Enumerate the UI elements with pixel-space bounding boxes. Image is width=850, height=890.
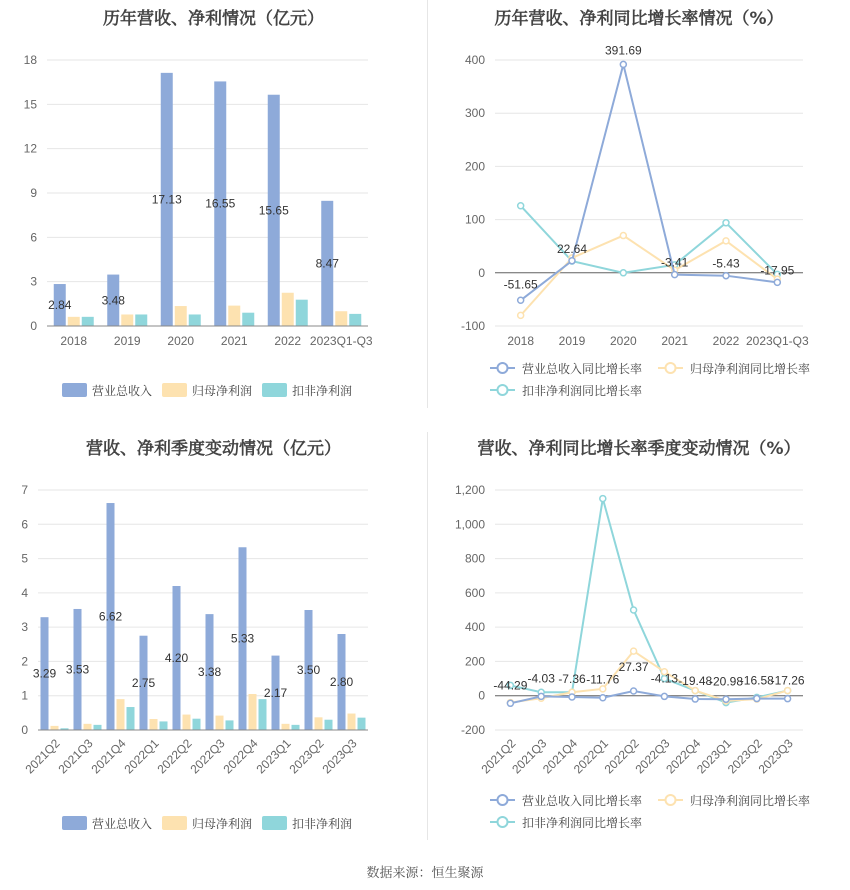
data-source: 数据来源：恒生聚源 xyxy=(366,866,484,881)
data-label: -16.58 xyxy=(739,673,774,688)
quarterly-growth-rate-chart xyxy=(428,428,850,848)
y-tick-label: -100 xyxy=(460,319,485,333)
legend-swatch xyxy=(262,383,287,397)
data-point xyxy=(569,258,575,264)
data-label: 17.13 xyxy=(151,192,182,207)
data-label: -51.65 xyxy=(503,277,538,292)
data-label: 6.62 xyxy=(98,609,123,624)
bar xyxy=(160,721,168,730)
legend-label: 扣非净利润 xyxy=(292,817,353,831)
legend-swatch xyxy=(262,816,287,830)
annual-revenue-profit-panel xyxy=(0,0,427,420)
data-point xyxy=(600,695,606,701)
y-tick-label: 200 xyxy=(464,654,485,669)
y-tick-label: 3 xyxy=(30,274,37,289)
bar xyxy=(216,716,224,730)
bar xyxy=(82,317,94,326)
data-label: 16.55 xyxy=(205,196,236,211)
data-label: -17.26 xyxy=(770,673,805,688)
bar xyxy=(226,720,234,730)
x-tick-label: 2022Q1 xyxy=(121,736,162,777)
data-point xyxy=(785,696,791,702)
annual-growth-rate-chart xyxy=(428,0,850,420)
data-point xyxy=(518,203,524,209)
y-tick-label: 600 xyxy=(464,585,485,600)
bar xyxy=(348,714,356,730)
data-label: -7.36 xyxy=(558,671,586,686)
bar xyxy=(282,293,294,326)
chart-title: 历年营收、净利同比增长率情况（%） xyxy=(494,9,784,29)
bar xyxy=(296,300,308,326)
data-label: 22.64 xyxy=(556,241,588,256)
legend-label: 归母净利润同比增长率 xyxy=(690,362,811,376)
y-tick-label: 0 xyxy=(30,319,37,333)
data-point xyxy=(507,700,513,706)
bar xyxy=(117,699,125,730)
data-point xyxy=(600,496,606,502)
data-label: -19.48 xyxy=(678,674,713,689)
legend-swatch xyxy=(498,795,508,805)
data-point xyxy=(620,270,626,276)
data-label: 27.37 xyxy=(618,660,649,675)
bar xyxy=(193,719,201,730)
bar xyxy=(282,724,290,730)
chart-title: 营收、净利同比增长率季度变动情况（%） xyxy=(477,439,801,459)
bar xyxy=(94,725,102,730)
x-tick-label: 2021Q2 xyxy=(478,736,519,777)
bar xyxy=(84,724,92,730)
bar xyxy=(127,707,135,730)
y-tick-label: 18 xyxy=(23,53,37,67)
legend-swatch xyxy=(498,817,508,827)
data-point xyxy=(620,61,626,67)
chart-title: 历年营收、净利情况（亿元） xyxy=(103,9,324,29)
data-point xyxy=(723,696,729,702)
x-tick-label: 2022Q2 xyxy=(601,736,642,777)
data-point xyxy=(600,686,606,692)
x-tick-label: 2021 xyxy=(220,334,248,348)
y-tick-label: 0 xyxy=(478,265,485,280)
x-tick-label: 2018 xyxy=(507,334,535,348)
bar xyxy=(150,719,158,730)
y-tick-label: 9 xyxy=(30,186,37,200)
x-tick-label: 2022Q3 xyxy=(187,736,228,777)
y-tick-label: 6 xyxy=(30,230,37,245)
data-point xyxy=(538,693,544,699)
x-tick-label: 2022 xyxy=(712,334,740,348)
bar xyxy=(242,313,254,326)
quarterly-growth-rate-panel xyxy=(428,428,850,848)
y-tick-label: 0 xyxy=(21,723,28,737)
data-label: 15.65 xyxy=(258,203,289,218)
x-tick-label: 2022Q2 xyxy=(154,736,195,777)
data-point xyxy=(569,694,575,700)
x-tick-label: 2023Q2 xyxy=(724,736,765,777)
annual-revenue-profit-chart xyxy=(0,0,427,420)
bar xyxy=(325,720,333,730)
x-tick-label: 2021Q3 xyxy=(509,736,550,777)
data-label: -4.03 xyxy=(527,671,555,686)
data-label: 3.53 xyxy=(65,662,90,677)
data-label: -20.98 xyxy=(708,674,744,689)
legend-label: 扣非净利润同比增长率 xyxy=(522,384,643,398)
data-label: 3.50 xyxy=(296,663,321,677)
data-label: 2.80 xyxy=(329,675,354,689)
legend-label: 扣非净利润 xyxy=(292,384,353,398)
data-label: -3.41 xyxy=(660,255,689,270)
y-tick-label: 200 xyxy=(464,159,485,174)
bar xyxy=(228,306,240,326)
bar xyxy=(183,715,191,730)
data-point xyxy=(774,279,780,285)
data-label: -5.43 xyxy=(712,256,740,271)
data-label: -4.13 xyxy=(650,671,679,686)
x-tick-label: 2022 xyxy=(274,334,302,348)
x-tick-label: 2023Q1 xyxy=(253,736,294,777)
data-point xyxy=(754,696,760,702)
bar xyxy=(249,694,257,730)
y-tick-label: 100 xyxy=(464,212,485,227)
data-point xyxy=(631,688,637,694)
y-tick-label: 800 xyxy=(464,551,485,566)
data-label: 3.38 xyxy=(197,665,222,680)
y-tick-label: 4 xyxy=(21,585,28,600)
x-tick-label: 2021Q2 xyxy=(22,736,63,777)
x-tick-label: 2023Q1-Q3 xyxy=(745,334,809,348)
y-tick-label: 7 xyxy=(21,483,28,497)
x-tick-label: 2021 xyxy=(661,334,689,348)
x-tick-label: 2019 xyxy=(558,334,586,348)
quarterly-revenue-profit-panel xyxy=(0,428,427,848)
data-point xyxy=(723,220,729,226)
data-label: 8.47 xyxy=(315,256,339,271)
data-label: 2.75 xyxy=(131,675,156,690)
bar xyxy=(259,699,267,730)
bar xyxy=(349,314,361,326)
x-tick-label: 2018 xyxy=(60,334,88,348)
data-point xyxy=(518,312,524,318)
x-tick-label: 2020 xyxy=(167,334,195,348)
data-point xyxy=(620,233,626,239)
legend-label: 归母净利润同比增长率 xyxy=(690,794,811,808)
bar xyxy=(135,314,147,326)
chart-title: 营收、净利季度变动情况（亿元） xyxy=(86,439,341,459)
data-label: -11.76 xyxy=(586,672,620,687)
legend-swatch xyxy=(162,816,187,830)
y-tick-label: 3 xyxy=(21,620,28,635)
bar xyxy=(292,725,300,730)
legend-swatch xyxy=(62,816,87,830)
y-tick-label: 15 xyxy=(23,97,37,112)
bar xyxy=(189,314,201,326)
bar xyxy=(315,717,323,730)
data-label: 3.29 xyxy=(32,666,57,681)
x-tick-label: 2021Q4 xyxy=(540,736,581,777)
data-point xyxy=(518,297,524,303)
x-tick-label: 2019 xyxy=(113,334,141,348)
x-tick-label: 2023Q1 xyxy=(694,736,735,777)
data-point xyxy=(692,688,698,694)
data-label: 2.17 xyxy=(263,685,288,700)
data-point xyxy=(692,696,698,702)
legend-swatch xyxy=(62,383,87,397)
legend-label: 营业总收入 xyxy=(92,384,153,398)
legend-swatch xyxy=(498,385,508,395)
legend-swatch xyxy=(498,363,508,373)
y-tick-label: 1,200 xyxy=(454,483,485,497)
bar xyxy=(335,311,347,326)
y-tick-label: 300 xyxy=(464,106,485,121)
y-tick-label: 0 xyxy=(478,688,485,703)
data-point xyxy=(723,238,729,244)
y-tick-label: 400 xyxy=(464,53,485,67)
y-tick-label: 1 xyxy=(21,688,28,703)
y-tick-label: 5 xyxy=(21,551,28,566)
x-tick-label: 2022Q4 xyxy=(220,736,261,777)
legend-label: 营业总收入同比增长率 xyxy=(522,794,643,808)
legend-swatch xyxy=(666,795,676,805)
y-tick-label: 400 xyxy=(464,620,485,635)
x-tick-label: 2023Q1-Q3 xyxy=(309,334,373,348)
data-label: 391.69 xyxy=(604,43,642,58)
data-label: -17.95 xyxy=(760,263,795,278)
data-label: 4.20 xyxy=(164,651,189,665)
data-label: 2.84 xyxy=(48,298,72,313)
x-tick-label: 2022Q4 xyxy=(663,736,704,777)
bar xyxy=(68,317,80,326)
x-tick-label: 2023Q3 xyxy=(319,736,360,777)
y-tick-label: 12 xyxy=(23,141,37,156)
x-tick-label: 2022Q3 xyxy=(632,736,673,777)
x-tick-label: 2021Q4 xyxy=(88,736,129,777)
y-tick-label: 2 xyxy=(21,654,28,669)
legend-swatch xyxy=(162,383,187,397)
y-tick-label: -200 xyxy=(460,723,485,737)
data-point xyxy=(785,688,791,694)
bar xyxy=(51,726,59,730)
data-label: -44.29 xyxy=(493,678,528,693)
legend-swatch xyxy=(666,363,676,373)
data-point xyxy=(631,607,637,613)
data-point xyxy=(672,272,678,278)
x-tick-label: 2021Q3 xyxy=(55,736,96,777)
data-point xyxy=(661,693,667,699)
data-point xyxy=(723,273,729,279)
bar xyxy=(358,718,366,730)
quarterly-revenue-profit-chart xyxy=(0,428,427,848)
data-point xyxy=(631,648,637,654)
x-tick-label: 2023Q2 xyxy=(286,736,327,777)
y-tick-label: 1,000 xyxy=(454,517,485,532)
bar xyxy=(175,306,187,326)
bar xyxy=(121,314,133,326)
data-label: 5.33 xyxy=(230,631,255,646)
x-tick-label: 2020 xyxy=(609,334,637,348)
x-tick-label: 2022Q1 xyxy=(570,736,611,777)
data-label: 3.48 xyxy=(101,293,125,308)
y-tick-label: 6 xyxy=(21,517,28,532)
annual-growth-rate-panel xyxy=(428,0,850,420)
legend-label: 归母净利润 xyxy=(192,817,253,831)
x-tick-label: 2023Q3 xyxy=(755,736,796,777)
legend-label: 营业总收入 xyxy=(92,817,153,831)
legend-label: 归母净利润 xyxy=(192,384,253,398)
legend-label: 扣非净利润同比增长率 xyxy=(522,816,643,830)
legend-label: 营业总收入同比增长率 xyxy=(522,362,643,376)
